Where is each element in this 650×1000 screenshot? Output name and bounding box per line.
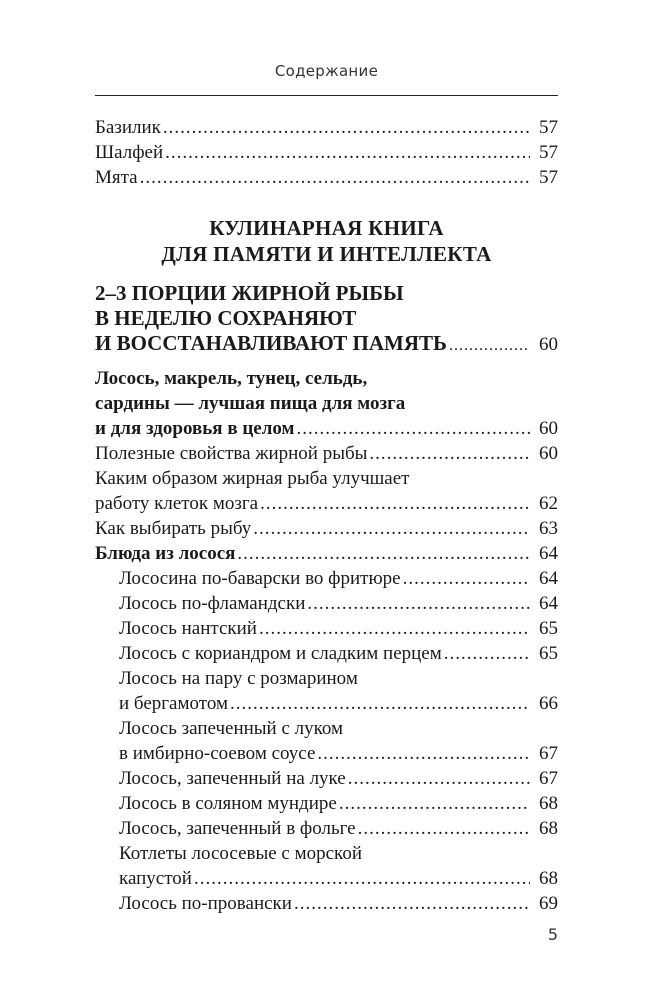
entry-page: 63 <box>539 518 558 539</box>
recipe-page: 65 <box>539 643 558 664</box>
recipe-page: 68 <box>539 818 558 839</box>
recipe-title: Лосось, запеченный в фольге <box>119 818 356 839</box>
recipe-page: 64 <box>539 593 558 614</box>
entry-page: 62 <box>539 493 558 514</box>
entry-title-line: Каким образом жирная рыба улучшает <box>95 468 410 489</box>
recipe-list <box>95 566 558 916</box>
recipe-title-line: Лосось запеченный с луком <box>119 718 344 739</box>
entry-title: Базилик <box>95 117 161 138</box>
chapter-line: В НЕДЕЛЮ СОХРАНЯЮТ <box>95 306 357 330</box>
leader-dots <box>237 541 530 566</box>
toc-entry-salmon-dishes <box>95 541 558 566</box>
recipe-title: Лосось с кориандром и сладким перцем <box>119 643 442 664</box>
recipe-entry <box>119 616 558 641</box>
leader-dots <box>194 866 530 891</box>
subchapter-last-line <box>95 416 558 441</box>
recipe-page: 64 <box>539 568 558 589</box>
entry-page: 64 <box>539 543 558 564</box>
entry-title: Шалфей <box>95 142 164 163</box>
recipe-page: 66 <box>539 693 558 714</box>
leader-dots <box>163 115 530 140</box>
recipe-title-line: в имбирно-соевом соусе <box>119 743 316 764</box>
chapter-line: 2–3 ПОРЦИИ ЖИРНОЙ РЫБЫ <box>95 281 404 305</box>
chapter-heading <box>95 281 558 358</box>
recipe-title-line: капустой <box>119 868 192 889</box>
recipe-entry <box>119 841 558 891</box>
page-number: 5 <box>547 925 558 944</box>
leader-dots <box>253 516 530 541</box>
toc-entry-brain <box>95 466 558 516</box>
leader-dots <box>358 816 530 841</box>
recipe-page: 68 <box>539 868 558 889</box>
recipe-title: Лосось, запеченный на луке <box>119 768 346 789</box>
recipe-page: 69 <box>539 893 558 914</box>
recipe-page: 65 <box>539 618 558 639</box>
header-rule <box>95 95 558 96</box>
leader-dots <box>260 491 530 516</box>
leader-dots <box>294 891 530 916</box>
recipe-entry <box>119 566 558 591</box>
toc-entry-bazilik <box>95 115 558 140</box>
leader-dots <box>369 441 530 466</box>
section-title-line: КУЛИНАРНАЯ КНИГА <box>209 216 444 240</box>
leader-dots <box>140 165 530 190</box>
entry-title: Полезные свойства жирной рыбы <box>95 443 368 464</box>
leader-dots <box>296 416 530 441</box>
leader-dots <box>449 333 530 358</box>
recipe-title-line: Котлеты лососевые с морской <box>119 843 362 864</box>
subchapter-line: Лосось, макрель, тунец, сельдь, <box>95 368 368 389</box>
subchapter-line: сардины — лучшая пища для мозга <box>95 393 406 414</box>
entry-title-line: работу клеток мозга <box>95 493 259 514</box>
recipe-page: 67 <box>539 743 558 764</box>
recipe-entry <box>119 591 558 616</box>
chapter-last-line <box>95 331 558 358</box>
subchapter-page: 60 <box>539 418 558 439</box>
leader-dots <box>307 591 530 616</box>
section-title-line: ДЛЯ ПАМЯТИ И ИНТЕЛЛЕКТА <box>161 242 492 266</box>
leader-dots <box>165 140 530 165</box>
subchapter-line: и для здоровья в целом <box>95 418 295 439</box>
running-head: Содержание <box>274 62 379 80</box>
chapter-line: И ВОССТАНАВЛИВАЮТ ПАМЯТЬ <box>95 331 447 355</box>
leader-dots <box>230 691 530 716</box>
entry-title: Блюда из лосося <box>95 543 236 564</box>
recipe-page: 67 <box>539 768 558 789</box>
entry-page: 57 <box>539 142 558 163</box>
entry-title: Как выбирать рыбу <box>95 518 252 539</box>
recipe-title-line: и бергамотом <box>119 693 228 714</box>
recipe-entry <box>119 641 558 666</box>
entry-page: 57 <box>539 117 558 138</box>
recipe-page: 68 <box>539 793 558 814</box>
toc-entry-myata <box>95 165 558 190</box>
section-title <box>95 215 558 267</box>
recipe-entry <box>119 816 558 841</box>
leader-dots <box>403 566 530 591</box>
recipe-title: Лосось нантский <box>119 618 257 639</box>
recipe-entry <box>119 791 558 816</box>
recipe-entry <box>119 766 558 791</box>
entry-title: Мята <box>95 167 138 188</box>
recipe-title: Лосось в соляном мундире <box>119 793 337 814</box>
leader-dots <box>259 616 530 641</box>
recipe-entry <box>119 716 558 766</box>
leader-dots <box>348 766 530 791</box>
entry-page: 60 <box>539 443 558 464</box>
leader-dots <box>339 791 530 816</box>
toc-entry-choose <box>95 516 558 541</box>
recipe-title: Лосось по-фламандски <box>119 593 306 614</box>
recipe-entry <box>119 891 558 916</box>
toc-entry-shalfey <box>95 140 558 165</box>
toc-entry-benefits <box>95 441 558 466</box>
entry-page: 57 <box>539 167 558 188</box>
chapter-page: 60 <box>539 334 558 355</box>
recipe-title: Лосось по-провански <box>119 893 292 914</box>
leader-dots <box>317 741 530 766</box>
subchapter-heading <box>95 366 558 441</box>
recipe-entry <box>119 666 558 716</box>
recipe-title: Лососина по-баварски во фритюре <box>119 568 401 589</box>
toc-content <box>95 115 558 916</box>
leader-dots <box>444 641 530 666</box>
recipe-title-line: Лосось на пару с розмарином <box>119 668 358 689</box>
